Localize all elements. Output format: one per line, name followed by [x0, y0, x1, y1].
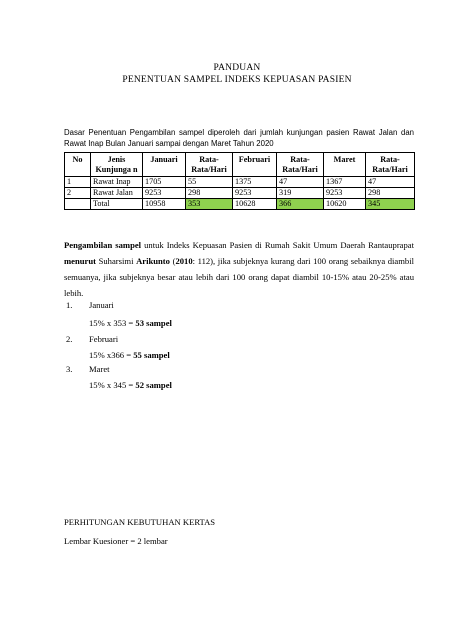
table-cell: 1	[65, 177, 91, 188]
bold-text: Pengambilan sampel	[64, 240, 142, 250]
table-header-row	[65, 153, 415, 177]
header-rata-januari: Rata-Rata/Hari	[186, 153, 233, 177]
table-cell: Total	[91, 199, 143, 210]
calc-result: 52 sampel	[135, 380, 172, 390]
table-cell: 9253	[233, 188, 277, 199]
calc-result: 55 sampel	[133, 350, 170, 360]
table-cell: 9253	[324, 188, 366, 199]
bold-text: menurut	[64, 256, 96, 266]
table-cell: 319	[277, 188, 324, 199]
total-rata-januari-cell: 353	[186, 199, 233, 210]
calc-text: 15% x 345 =	[89, 380, 136, 390]
bold-text: Arikunto	[136, 256, 170, 266]
table-cell: 9253	[143, 188, 186, 199]
header-rata-maret: Rata-Rata/Hari	[366, 153, 415, 177]
table-cell: 10620	[324, 199, 366, 210]
sampling-paragraph	[64, 237, 414, 301]
bold-text: 2010	[175, 256, 193, 266]
list-number: 2.	[66, 334, 73, 344]
document-subtitle: PENENTUAN SAMPEL INDEKS KEPUASAN PASIEN	[122, 75, 352, 85]
section-title: PERHITUNGAN KEBUTUHAN KERTAS	[64, 517, 216, 527]
table-cell: 1375	[233, 177, 277, 188]
paragraph-text: : 112), jika subjeknya kurang dari 100 orang sebaiknya diambil semuanya, jika subjeknya besar atau lebih dari 100 orang dapat diambil 10-15% atau 20-25% atau lebih.	[64, 256, 415, 298]
total-rata-maret-cell: 345	[366, 199, 415, 210]
table-cell: 47	[277, 177, 324, 188]
table-cell: Rawat Inap	[91, 177, 143, 188]
table-cell: 1705	[143, 177, 186, 188]
table-cell: 10628	[233, 199, 277, 210]
header-januari: Januari	[143, 153, 186, 177]
paragraph-text: (	[169, 256, 176, 266]
intro-paragraph: Dasar Penentuan Pengambilan sampel diperoleh dari jumlah kunjungan pasien Rawat Jalan dan Rawat Inap Bulan Januari sampai dengan Maret Tahun 2020	[64, 128, 414, 148]
header-jenis-kunjungan: Jenis Kunjunga n	[91, 153, 143, 177]
table-cell: 298	[186, 188, 233, 199]
table-cell	[65, 199, 91, 210]
table-cell: 10958	[143, 199, 186, 210]
table-cell: Rawat Jalan	[91, 188, 143, 199]
table-cell: 298	[366, 188, 415, 199]
list-label: Januari	[89, 300, 114, 310]
list-calculation	[89, 380, 172, 390]
list-number: 3.	[66, 364, 73, 374]
header-rata-februari: Rata-Rata/Hari	[277, 153, 324, 177]
list-label: Maret	[89, 364, 110, 374]
total-rata-februari-cell: 366	[277, 199, 324, 210]
header-maret: Maret	[324, 153, 366, 177]
header-no: No	[65, 153, 91, 177]
table-cell: 55	[186, 177, 233, 188]
header-februari: Februari	[233, 153, 277, 177]
table-total-row	[65, 199, 415, 210]
table-cell: 2	[65, 188, 91, 199]
list-calculation	[89, 350, 170, 360]
list-number: 1.	[66, 300, 73, 310]
paragraph-text: untuk Indeks Kepuasan Pasien di Rumah Sakit Umum Daerah Rantauprapat	[141, 240, 414, 250]
visit-table	[64, 152, 415, 210]
list-label: Februari	[89, 334, 119, 344]
paragraph-text: Suharsimi	[96, 256, 137, 266]
calc-text: 15% x 353 =	[89, 318, 136, 328]
table-cell: 1367	[324, 177, 366, 188]
table-cell: 47	[366, 177, 415, 188]
table-row	[65, 177, 415, 188]
list-calculation	[89, 318, 172, 328]
table-row	[65, 188, 415, 199]
document-title: PANDUAN	[213, 63, 261, 73]
section-line: Lembar Kuesioner = 2 lembar	[64, 536, 168, 546]
calc-text: 15% x366 =	[89, 350, 134, 360]
calc-result: 53 sampel	[135, 318, 172, 328]
